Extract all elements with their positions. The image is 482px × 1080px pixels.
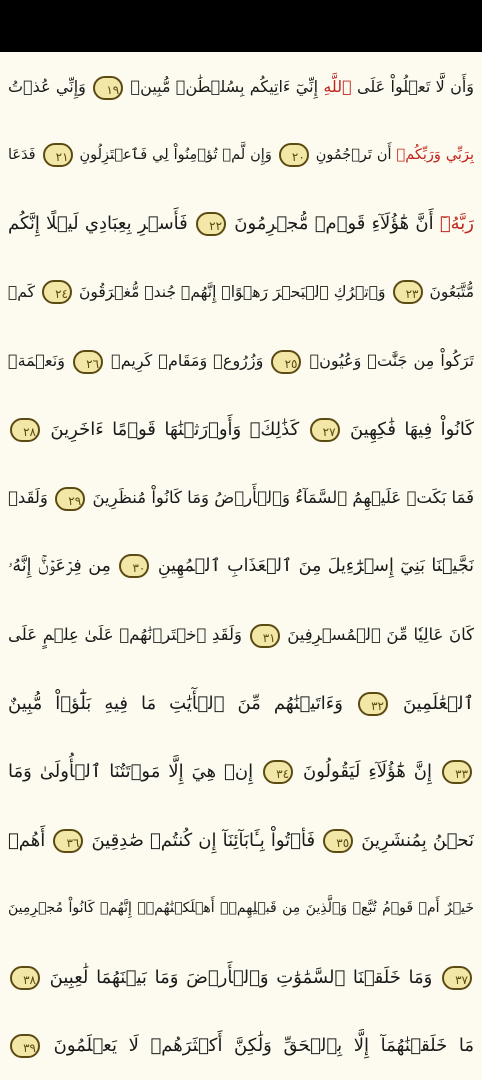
verse-text: وَإِنِّي عُذۡتُ	[8, 77, 92, 96]
ayah-number-marker: ٣٨	[10, 966, 40, 990]
text-line	[8, 197, 474, 250]
divine-name-text: ٱللَّهِ	[323, 77, 352, 96]
ayah-number-marker: ٣٧	[442, 966, 472, 990]
verse-text: أَن تَرۡجُمُونِ	[310, 146, 397, 163]
verse-text: فَأَسۡرِ بِعِبَادِي لَيۡلًا إِنَّكُم	[8, 213, 195, 234]
ayah-number-marker: ٣٢	[358, 692, 388, 716]
ayah-number-marker: ٢٤	[42, 280, 72, 304]
quran-text-block	[8, 60, 474, 1072]
divine-name-text: بِرَبِّي وَرَبِّكُمۡ	[396, 146, 474, 163]
top-black-bar	[0, 0, 482, 52]
ayah-number-marker: ٣٠	[119, 554, 149, 578]
verse-text: نَحۡنُ بِمُنشَرِينَ	[355, 829, 474, 851]
ayah-number-marker: ٣٩	[10, 1034, 40, 1058]
ayah-number-marker: ٣٣	[442, 760, 472, 784]
ayah-number-marker: ٢١	[43, 143, 73, 167]
ayah-number-marker: ٢٠	[279, 143, 309, 167]
ayah-number-marker: ٢٨	[10, 418, 40, 442]
divine-name-text: رَبَّهُۥٓ	[439, 213, 474, 234]
ayah-number-marker: ٢٥	[271, 350, 301, 374]
text-line	[8, 814, 474, 867]
verse-text: إِنۡ هِيَ إِلَّا مَوۡتَتُنَا ٱلۡأُولَىٰ وَمَا	[8, 761, 262, 782]
verse-text: وَمَا خَلَقۡنَا ٱلسَّمَٰوَٰتِ وَٱلۡأَرۡضَ وَمَا بَيۡنَهُمَا لَٰعِبِينَ	[42, 966, 440, 988]
verse-text: وَلَقَدِ ٱخۡتَرۡنَٰهُمۡ عَلَىٰ عِلۡمٍ عَلَى	[8, 625, 248, 644]
text-line	[8, 540, 474, 593]
verse-text: وَإِن لَّمۡ تُؤۡمِنُواْ لِي فَٱعۡتَزِلُونِ	[74, 146, 277, 163]
verse-text: فَمَا بَكَتۡ عَلَيۡهِمُ ٱلسَّمَآءُ وَٱلۡأَرۡضُ وَمَا كَانُواْ مُنظَرِينَ	[87, 488, 474, 507]
verse-text: خَيۡرٌ أَمۡ قَوۡمُ تُبَّعٖ وَٱلَّذِينَ مِن قَبۡلِهِمۡۚ أَهۡلَكۡنَٰهُمۡۖ إِنَّهُمۡ كَانُواْ مُجۡرِمِينَ	[8, 900, 474, 916]
text-line	[8, 403, 474, 456]
text-line	[8, 129, 474, 182]
text-line	[8, 745, 474, 798]
verse-text: كَذَٰلِكَۖ وَأَوۡرَثۡنَٰهَا قَوۡمًا ءَاخَرِينَ	[42, 418, 308, 440]
text-line	[8, 951, 474, 1004]
ayah-number-marker: ٣٥	[323, 829, 353, 853]
verse-text: وَزُرُوعٖ وَمَقَامٖ كَرِيمٖ	[105, 351, 270, 370]
verse-text: وَنَعۡمَةٖ	[8, 351, 72, 370]
ayah-number-marker: ٣٤	[263, 760, 293, 784]
text-line	[8, 266, 474, 319]
verse-text: وَٱتۡرُكِ ٱلۡبَحۡرَ رَهۡوًاۖ إِنَّهُمۡ جُندٞ مُّغۡرَقُونَ	[73, 282, 391, 301]
verse-text: مُّتَّبَعُونَ	[424, 282, 474, 301]
ayah-number-marker: ٢٧	[310, 418, 340, 442]
verse-text: أَنَّ هَٰٓؤُلَآءِ قَوۡمٞ مُّجۡرِمُونَ	[228, 213, 440, 234]
verse-text: إِنَّ هَٰٓؤُلَآءِ لَيَقُولُونَ	[295, 761, 441, 782]
text-line	[8, 677, 474, 730]
verse-text: نَجَّيۡنَا بَنِيٓ إِسۡرَٰٓءِيلَ مِنَ ٱلۡعَذَابِ ٱلۡمُهِينِ	[151, 555, 474, 576]
text-line	[8, 608, 474, 661]
ayah-number-marker: ٢٢	[196, 212, 226, 236]
verse-text: إِنِّيٓ ءَاتِيكُم بِسُلۡطَٰنٖ مُّبِينٖ	[125, 77, 324, 96]
ayah-number-marker: ١٩	[93, 76, 123, 100]
text-line	[8, 334, 474, 387]
text-line	[8, 882, 474, 935]
verse-text: وَءَاتَيۡنَٰهُم مِّنَ ٱلۡأٓيَٰتِ مَا فِيهِ بَلَٰٓؤٞاْ مُّبِينٌ	[8, 692, 356, 714]
ayah-number-marker: ٣٦	[53, 829, 83, 853]
verse-text: وَأَن لَّا تَعۡلُواْ عَلَى	[351, 77, 474, 96]
verse-text: فَأۡتُواْ بِـَٔابَآئِنَآ إِن كُنتُمۡ صَٰدِقِينَ	[85, 829, 322, 851]
ayah-number-marker: ٢٣	[393, 280, 423, 304]
verse-text: ٱلۡعَٰلَمِينَ	[389, 692, 474, 714]
verse-text: وَلَقَدۡ	[8, 488, 54, 507]
ayah-number-marker: ٢٩	[55, 487, 85, 511]
ayah-number-marker: ٣١	[250, 624, 280, 648]
verse-text: كَانُواْ فِيهَا فَٰكِهِينَ	[341, 418, 474, 440]
ayah-number-marker: ٢٦	[73, 350, 103, 374]
text-line	[8, 1019, 474, 1072]
verse-text: أَهُمۡ	[8, 829, 52, 851]
verse-text: فَدَعَا	[8, 146, 41, 163]
text-line	[8, 471, 474, 524]
mushaf-page	[0, 52, 482, 1080]
verse-text: كَانَ عَالِيٗا مِّنَ ٱلۡمُسۡرِفِينَ	[281, 625, 474, 644]
verse-text: كَمۡ	[8, 282, 40, 301]
text-line	[8, 60, 474, 113]
verse-text: تَرَكُواْ مِن جَنَّٰتٖ وَعُيُونٖ	[303, 351, 474, 370]
verse-text: مِن فِرۡعَوۡنَۚ إِنَّهُۥ	[8, 555, 118, 576]
verse-text: مَا خَلَقۡنَٰهُمَآ إِلَّا بِٱلۡحَقِّ وَلَٰكِنَّ أَكۡثَرَهُمۡ لَا يَعۡلَمُونَ	[42, 1035, 474, 1056]
